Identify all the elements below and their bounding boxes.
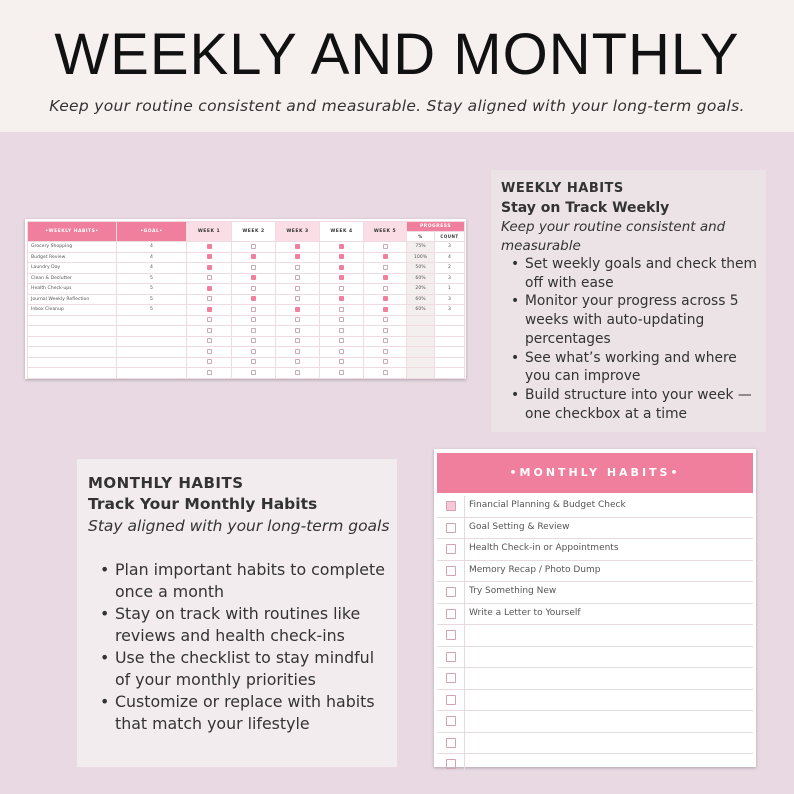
weekly-card-tagline: Keep your routine consistent and measurable [501,219,726,254]
week-5-cell [364,368,407,379]
col-header-week2: WEEK 2 [232,222,276,242]
week-2-cell [232,326,276,337]
divider [464,518,465,539]
divider [464,647,465,668]
habit-name-cell[interactable]: Budget Review [28,252,117,263]
divider [464,690,465,711]
goal-cell[interactable]: 4 [117,263,187,274]
checkbox-checked[interactable] [207,244,212,249]
week-5-cell [364,294,407,305]
header-banner [0,0,794,132]
week-3-cell [276,336,320,347]
checkbox[interactable] [295,328,300,333]
week-2-cell [232,273,276,284]
list-item [437,518,753,540]
goal-cell[interactable]: 4 [117,242,187,253]
goal-cell[interactable] [117,347,187,358]
checkbox-checked[interactable] [339,275,344,280]
checkbox-checked[interactable] [251,254,256,259]
checkbox[interactable] [446,695,456,705]
habit-name-cell[interactable]: Inbox Cleanup [28,305,117,316]
checkbox[interactable] [207,359,212,364]
table-row [28,242,465,253]
list-item [437,711,753,733]
checkbox[interactable] [383,359,388,364]
monthly-card-subheading: Track Your Monthly Habits [88,495,318,513]
habit-name-cell[interactable] [28,357,117,368]
checkbox[interactable] [383,370,388,375]
list-item [437,625,753,647]
percent-cell [407,347,435,358]
table-row [28,273,465,284]
checkbox[interactable] [251,338,256,343]
checkbox-checked[interactable] [207,307,212,312]
monthly-habits-sheet [434,449,756,767]
habit-name-cell[interactable] [28,336,117,347]
monthly-card-tagline: Stay aligned with your long-term goals [88,517,390,535]
week-1-cell [187,273,232,284]
table-row [28,305,465,316]
habit-label[interactable]: Goal Setting & Review [469,521,570,532]
checkbox[interactable] [383,349,388,354]
checkbox[interactable] [295,359,300,364]
week-1-cell [187,315,232,326]
monthly-card-heading: MONTHLY HABITS [88,474,244,492]
week-1-cell [187,263,232,274]
checkbox-checked[interactable] [251,275,256,280]
table-row [28,252,465,263]
week-3-cell [276,326,320,337]
checkbox-checked[interactable] [339,265,344,270]
goal-cell[interactable] [117,368,187,379]
checkbox[interactable] [295,296,300,301]
checkbox-checked[interactable] [383,254,388,259]
weekly-habits-sheet [25,219,466,379]
week-2-cell [232,294,276,305]
count-cell [435,336,465,347]
week-2-cell [232,305,276,316]
monthly-habit-list [437,496,753,776]
week-3-cell [276,284,320,295]
week-5-cell [364,315,407,326]
checkbox-checked[interactable] [295,254,300,259]
table-row [28,336,465,347]
checkbox[interactable] [339,328,344,333]
weekly-table-body [28,242,465,379]
bullet-item: • Stay on track with routines like reviews and health check-ins [115,603,390,647]
week-4-cell [320,315,364,326]
col-header-goal: •GOAL• [117,222,187,242]
checkbox[interactable] [446,759,456,769]
week-1-cell [187,242,232,253]
checkbox[interactable] [383,286,388,291]
goal-cell[interactable]: 5 [117,305,187,316]
divider [464,582,465,603]
checkbox-checked[interactable] [207,254,212,259]
week-1-cell [187,336,232,347]
week-5-cell [364,326,407,337]
checkbox[interactable] [251,286,256,291]
checkbox[interactable] [339,317,344,322]
percent-cell: 60% [407,294,435,305]
bullet-item: • See what’s working and where you can improve [525,349,761,386]
week-5-cell [364,305,407,316]
checkbox[interactable] [383,328,388,333]
count-cell [435,315,465,326]
checkbox[interactable] [446,523,456,533]
checkbox-checked[interactable] [207,265,212,270]
week-1-cell [187,347,232,358]
habit-name-cell[interactable]: Journal Weekly Reflection [28,294,117,305]
week-4-cell [320,347,364,358]
week-5-cell [364,263,407,274]
count-cell [435,368,465,379]
week-4-cell [320,263,364,274]
weekly-card-bullets [525,255,761,423]
week-3-cell [276,273,320,284]
habit-name-cell[interactable] [28,368,117,379]
checkbox[interactable] [295,338,300,343]
week-5-cell [364,357,407,368]
bullet-item: • Plan important habits to complete once a month [115,559,390,603]
checkbox[interactable] [339,359,344,364]
checkbox[interactable] [251,359,256,364]
col-header-count: COUNT [435,232,465,242]
checkbox[interactable] [383,244,388,249]
table-row [28,294,465,305]
week-4-cell [320,294,364,305]
divider [464,668,465,689]
weekly-info-card [491,170,766,432]
divider [464,604,465,625]
checkbox[interactable] [207,338,212,343]
checkbox[interactable] [251,349,256,354]
list-item [437,647,753,669]
goal-cell[interactable] [117,315,187,326]
checkbox[interactable] [446,587,456,597]
week-3-cell [276,263,320,274]
week-4-cell [320,252,364,263]
checkbox[interactable] [383,317,388,322]
week-3-cell [276,368,320,379]
habit-name-cell[interactable] [28,347,117,358]
week-2-cell [232,336,276,347]
goal-cell[interactable] [117,357,187,368]
count-cell: 3 [435,273,465,284]
percent-cell: 50% [407,263,435,274]
col-header-week4: WEEK 4 [320,222,364,242]
checkbox[interactable] [251,265,256,270]
habit-name-cell[interactable]: Clean & Declutter [28,273,117,284]
habit-name-cell[interactable]: Health Check-ups [28,284,117,295]
checkbox[interactable] [339,349,344,354]
monthly-card-bullets [115,559,390,735]
percent-cell [407,368,435,379]
weekly-card-heading: WEEKLY HABITS [501,181,624,196]
col-header-week3: WEEK 3 [276,222,320,242]
week-1-cell [187,294,232,305]
week-5-cell [364,242,407,253]
checkbox[interactable] [339,370,344,375]
goal-cell[interactable]: 5 [117,273,187,284]
checkbox[interactable] [295,275,300,280]
checkbox-checked[interactable] [207,286,212,291]
percent-cell: 100% [407,252,435,263]
week-5-cell [364,252,407,263]
checkbox[interactable] [339,338,344,343]
habit-name-cell[interactable] [28,326,117,337]
list-item [437,690,753,712]
divider [464,711,465,732]
checkbox[interactable] [339,286,344,291]
checkbox[interactable] [207,275,212,280]
week-2-cell [232,242,276,253]
list-item [437,604,753,626]
checkbox[interactable] [251,328,256,333]
page-subtitle: Keep your routine consistent and measurable. Stay aligned with your long-term goals. [49,97,745,115]
checkbox[interactable] [446,652,456,662]
weekly-card-subheading: Stay on Track Weekly [501,200,670,216]
week-3-cell [276,242,320,253]
week-2-cell [232,347,276,358]
checkbox[interactable] [383,265,388,270]
monthly-info-card [77,459,397,767]
week-3-cell [276,347,320,358]
list-item [437,582,753,604]
week-3-cell [276,294,320,305]
table-row [28,263,465,274]
percent-cell: 20% [407,284,435,295]
week-3-cell [276,315,320,326]
checkbox[interactable] [295,370,300,375]
week-2-cell [232,357,276,368]
week-5-cell [364,336,407,347]
week-1-cell [187,326,232,337]
checkbox-checked[interactable] [339,254,344,259]
checkbox[interactable] [295,265,300,270]
checkbox[interactable] [207,317,212,322]
week-2-cell [232,368,276,379]
checkbox[interactable] [446,630,456,640]
percent-cell: 60% [407,305,435,316]
checkbox-checked[interactable] [446,501,456,511]
goal-cell[interactable]: 5 [117,284,187,295]
habit-label[interactable]: Financial Planning & Budget Check [469,500,626,510]
week-1-cell [187,357,232,368]
list-item [437,539,753,561]
checkbox-checked[interactable] [295,307,300,312]
week-1-cell [187,252,232,263]
week-5-cell [364,347,407,358]
habit-label[interactable]: Health Check-in or Appointments [469,543,619,553]
checkbox[interactable] [446,716,456,726]
monthly-table-title: •MONTHLY HABITS• [437,453,753,493]
percent-cell [407,326,435,337]
week-4-cell [320,326,364,337]
list-item [437,754,753,776]
table-row [28,284,465,295]
habit-label[interactable]: Try Something New [469,586,557,596]
checkbox[interactable] [207,296,212,301]
checkbox[interactable] [251,307,256,312]
count-cell: 3 [435,242,465,253]
count-cell [435,357,465,368]
weekly-habits-table [27,221,465,379]
list-item [437,561,753,583]
percent-cell [407,357,435,368]
checkbox[interactable] [251,244,256,249]
divider [464,496,465,517]
col-header-percent: % [407,232,435,242]
habit-name-cell[interactable] [28,315,117,326]
col-header-progress: PROGRESS [407,222,465,232]
week-4-cell [320,242,364,253]
goal-cell[interactable]: 4 [117,252,187,263]
count-cell [435,326,465,337]
percent-cell [407,315,435,326]
list-item [437,733,753,755]
checkbox-checked[interactable] [251,296,256,301]
week-3-cell [276,357,320,368]
checkbox-checked[interactable] [383,275,388,280]
count-cell: 2 [435,263,465,274]
checkbox-checked[interactable] [383,296,388,301]
table-row [28,368,465,379]
checkbox[interactable] [295,286,300,291]
week-2-cell [232,284,276,295]
checkbox[interactable] [207,370,212,375]
week-1-cell [187,368,232,379]
week-4-cell [320,305,364,316]
week-2-cell [232,252,276,263]
checkbox[interactable] [446,609,456,619]
checkbox-checked[interactable] [339,244,344,249]
list-item [437,496,753,518]
habit-name-cell[interactable]: Laundry Day [28,263,117,274]
divider [464,561,465,582]
percent-cell: 60% [407,273,435,284]
divider [464,733,465,754]
checkbox[interactable] [446,673,456,683]
bullet-item: • Customize or replace with habits that match your lifestyle [115,691,390,735]
week-2-cell [232,315,276,326]
table-row [28,326,465,337]
count-cell: 4 [435,252,465,263]
table-row [28,357,465,368]
week-4-cell [320,284,364,295]
page-title: WEEKLY AND MONTHLY [54,22,740,87]
count-cell: 1 [435,284,465,295]
week-3-cell [276,252,320,263]
habit-label[interactable]: Write a Letter to Yourself [469,607,581,618]
checkbox[interactable] [251,370,256,375]
divider [464,754,465,775]
goal-cell[interactable] [117,326,187,337]
checkbox[interactable] [207,328,212,333]
percent-cell [407,336,435,347]
bullet-item: • Use the checklist to stay mindful of your monthly priorities [115,647,390,691]
table-row [28,347,465,358]
checkbox[interactable] [207,349,212,354]
week-1-cell [187,284,232,295]
divider [464,539,465,560]
habit-name-cell[interactable]: Grocery Shopping [28,242,117,253]
table-row [28,315,465,326]
checkbox[interactable] [446,544,456,554]
count-cell [435,347,465,358]
percent-cell: 75% [407,242,435,253]
habit-label[interactable]: Memory Recap / Photo Dump [469,564,601,575]
bullet-item: • Monitor your progress across 5 weeks with auto-updating percentages [525,292,761,348]
week-2-cell [232,263,276,274]
week-1-cell [187,305,232,316]
week-4-cell [320,336,364,347]
count-cell: 3 [435,294,465,305]
col-header-habits: •WEEKLY HABITS• [28,222,117,242]
divider [464,625,465,646]
goal-cell[interactable] [117,336,187,347]
checkbox[interactable] [446,738,456,748]
bullet-item: • Build structure into your week — one checkbox at a time [525,386,761,423]
week-3-cell [276,305,320,316]
checkbox-checked[interactable] [295,244,300,249]
week-5-cell [364,284,407,295]
checkbox-checked[interactable] [339,296,344,301]
checkbox[interactable] [295,349,300,354]
checkbox[interactable] [339,307,344,312]
week-4-cell [320,273,364,284]
week-5-cell [364,273,407,284]
col-header-week1: WEEK 1 [187,222,232,242]
col-header-week5: WEEK 5 [364,222,407,242]
list-item [437,668,753,690]
checkbox[interactable] [446,566,456,576]
checkbox[interactable] [383,338,388,343]
checkbox-checked[interactable] [383,307,388,312]
count-cell: 3 [435,305,465,316]
goal-cell[interactable]: 5 [117,294,187,305]
week-4-cell [320,368,364,379]
checkbox[interactable] [295,317,300,322]
bullet-item: • Set weekly goals and check them off with ease [525,255,761,292]
checkbox[interactable] [251,317,256,322]
week-4-cell [320,357,364,368]
